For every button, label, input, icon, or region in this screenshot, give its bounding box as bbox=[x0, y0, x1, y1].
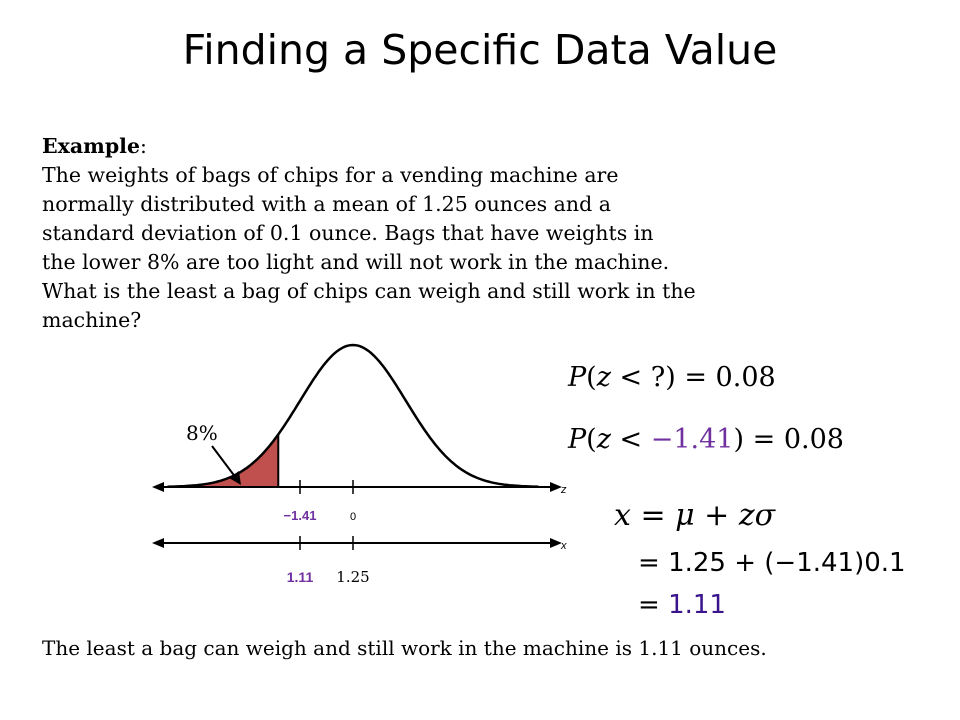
z-tick-cut-label: −1.41 bbox=[283, 508, 317, 523]
problem-line-3: standard deviation of 0.1 ounce. Bags that have weights in bbox=[42, 221, 654, 245]
calculation-step-1 bbox=[638, 548, 906, 578]
z-axis-left-arrow bbox=[152, 482, 164, 492]
eq1-right: = 0.08 bbox=[675, 362, 776, 393]
calc2-equals: = bbox=[638, 590, 669, 620]
eq1-open: ( bbox=[586, 362, 597, 393]
z-tick-zero-label: 0 bbox=[349, 511, 357, 523]
equation-probability-unknown bbox=[568, 362, 776, 393]
eq2-zvalue: −1.41 bbox=[650, 424, 734, 455]
eq2-z: z bbox=[596, 424, 611, 455]
problem-line-1: The weights of bags of chips for a vending machine are bbox=[42, 163, 619, 187]
eq2-close: ) bbox=[733, 424, 745, 455]
z-axis-label: z bbox=[561, 484, 567, 496]
equation-probability-solved bbox=[568, 424, 844, 455]
problem-line-5: What is the least a bag of chips can weigh and still work in the bbox=[42, 279, 696, 303]
slide-title: Finding a Specific Data Value bbox=[182, 26, 778, 74]
problem-line-4: the lower 8% are too light and will not work in the machine. bbox=[42, 250, 670, 274]
x-axis-left-arrow bbox=[152, 538, 164, 548]
eq2-open: ( bbox=[586, 424, 597, 455]
eq2-right: = 0.08 bbox=[744, 424, 844, 455]
problem-line-2: normally distributed with a mean of 1.25 ounces and a bbox=[42, 192, 611, 216]
eq1-z: z bbox=[596, 362, 611, 393]
transformation-formula: x = μ + zσ bbox=[614, 498, 776, 533]
calc1-expression: 1.25 + (−1.41) bbox=[668, 548, 865, 578]
calc1-sigma: 0.1 bbox=[864, 548, 906, 578]
calc2-result: 1.11 bbox=[668, 590, 726, 620]
calc1-equals: = bbox=[638, 548, 669, 578]
example-label: Example bbox=[42, 134, 140, 158]
eq2-p: P bbox=[568, 424, 587, 455]
x-axis-label: x bbox=[561, 540, 567, 552]
conclusion-text: The least a bag can weigh and still work in the machine is 1.11 ounces. bbox=[42, 636, 767, 660]
problem-line-6: machine? bbox=[42, 308, 142, 332]
eq1-close: ) bbox=[665, 362, 676, 393]
normal-curve bbox=[168, 345, 539, 487]
calculation-step-2 bbox=[638, 590, 726, 620]
eq1-p: P bbox=[568, 362, 587, 393]
area-label: 8% bbox=[186, 421, 218, 445]
eq2-lt: < bbox=[610, 424, 651, 455]
area-pointer-line bbox=[212, 446, 236, 478]
example-colon: : bbox=[140, 134, 147, 158]
x-tick-mean-label: 1.25 bbox=[336, 568, 370, 586]
eq1-mid: < ? bbox=[610, 362, 666, 393]
x-tick-cut-label: 1.11 bbox=[286, 569, 314, 585]
